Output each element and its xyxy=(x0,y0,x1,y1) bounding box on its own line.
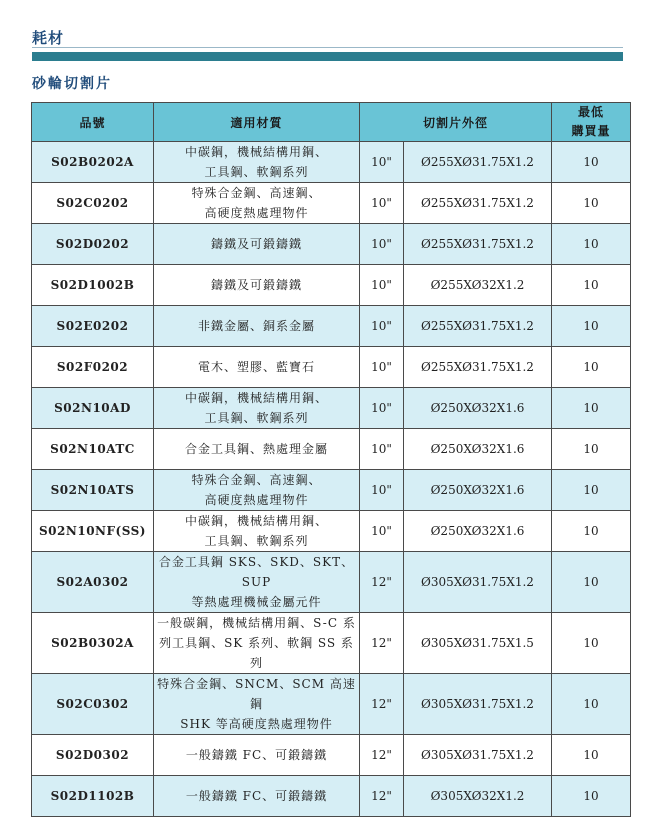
material-line: 電木、塑膠、藍寶石 xyxy=(197,360,315,374)
table-row xyxy=(32,183,631,224)
disc-size-cell: 10" xyxy=(360,388,404,429)
disc-dimension-cell: Ø250XØ32X1.6 xyxy=(404,429,552,470)
min-order-qty-cell: 10 xyxy=(552,511,631,552)
min-order-qty-cell: 10 xyxy=(552,552,631,613)
material-cell xyxy=(154,142,360,183)
material-cell xyxy=(154,776,360,817)
disc-dimension-cell: Ø305XØ32X1.2 xyxy=(404,776,552,817)
material-cell xyxy=(154,552,360,613)
min-order-qty-cell: 10 xyxy=(552,674,631,735)
disc-dimension-cell: Ø255XØ31.75X1.2 xyxy=(404,347,552,388)
section-heading: 耗材 xyxy=(32,29,65,47)
material-line: 特殊合金鋼、SNCM、SCM 高速鋼 xyxy=(157,677,356,711)
product-code-cell: S02N10NF(SS) xyxy=(32,511,154,552)
disc-dimension-cell: Ø255XØ31.75X1.2 xyxy=(404,142,552,183)
table-row xyxy=(32,429,631,470)
cutting-disc-spec-table xyxy=(31,102,631,817)
min-order-qty-cell: 10 xyxy=(552,306,631,347)
col-header-code: 品號 xyxy=(32,103,154,142)
material-line: 等熱處理機械金屬元件 xyxy=(191,595,322,609)
table-row xyxy=(32,674,631,735)
min-order-qty-cell: 10 xyxy=(552,183,631,224)
material-line: 中碳鋼，機械結構用鋼、 xyxy=(184,145,328,159)
product-code-cell: S02N10AD xyxy=(32,388,154,429)
disc-dimension-cell: Ø305XØ31.75X1.2 xyxy=(404,735,552,776)
material-line: 高硬度熱處理物件 xyxy=(204,206,309,220)
material-cell xyxy=(154,306,360,347)
product-code-cell: S02B0202A xyxy=(32,142,154,183)
col-header-material: 適用材質 xyxy=(154,103,360,142)
material-line: 工具鋼、軟鋼系列 xyxy=(204,411,309,425)
product-code-cell: S02D0302 xyxy=(32,735,154,776)
disc-size-cell: 12" xyxy=(360,613,404,674)
min-order-qty-cell: 10 xyxy=(552,224,631,265)
product-category-title: 砂輪切割片 xyxy=(32,76,112,92)
disc-size-cell: 10" xyxy=(360,224,404,265)
material-cell xyxy=(154,511,360,552)
min-order-qty-cell: 10 xyxy=(552,142,631,183)
min-order-qty-cell: 10 xyxy=(552,470,631,511)
material-line: 一般鑄鐵 FC、可鍛鑄鐵 xyxy=(185,748,328,762)
table-row xyxy=(32,552,631,613)
table-row xyxy=(32,470,631,511)
table-row xyxy=(32,142,631,183)
product-code-cell: S02N10ATS xyxy=(32,470,154,511)
product-code-cell: S02D0202 xyxy=(32,224,154,265)
disc-dimension-cell: Ø250XØ32X1.6 xyxy=(404,511,552,552)
disc-size-cell: 12" xyxy=(360,552,404,613)
col-header-moq-line1: 最低 xyxy=(578,105,605,119)
material-cell xyxy=(154,388,360,429)
table-row xyxy=(32,224,631,265)
material-line: 特殊合金鋼、高速鋼、 xyxy=(191,186,322,200)
table-row xyxy=(32,306,631,347)
material-cell xyxy=(154,613,360,674)
min-order-qty-cell: 10 xyxy=(552,388,631,429)
disc-size-cell: 10" xyxy=(360,142,404,183)
material-line: 非鐵金屬、銅系金屬 xyxy=(197,319,315,333)
disc-dimension-cell: Ø255XØ31.75X1.2 xyxy=(404,224,552,265)
disc-size-cell: 10" xyxy=(360,347,404,388)
disc-size-cell: 12" xyxy=(360,674,404,735)
disc-size-cell: 10" xyxy=(360,470,404,511)
material-cell xyxy=(154,265,360,306)
table-row xyxy=(32,265,631,306)
min-order-qty-cell: 10 xyxy=(552,429,631,470)
col-header-dims: 切割片外徑 xyxy=(360,103,552,142)
table-row xyxy=(32,776,631,817)
heading-rule-thin xyxy=(32,47,623,48)
material-line: 特殊合金鋼、高速鋼、 xyxy=(191,473,322,487)
disc-dimension-cell: Ø255XØ31.75X1.2 xyxy=(404,306,552,347)
material-line: 高硬度熱處理物件 xyxy=(204,493,309,507)
material-line: 一般鑄鐵 FC、可鍛鑄鐵 xyxy=(185,789,328,803)
material-cell xyxy=(154,183,360,224)
disc-dimension-cell: Ø305XØ31.75X1.5 xyxy=(404,613,552,674)
disc-dimension-cell: Ø255XØ31.75X1.2 xyxy=(404,183,552,224)
table-body xyxy=(32,142,631,817)
material-line: 中碳鋼，機械結構用鋼、 xyxy=(184,391,328,405)
disc-size-cell: 12" xyxy=(360,735,404,776)
table-row xyxy=(32,511,631,552)
disc-size-cell: 12" xyxy=(360,776,404,817)
table-header-row xyxy=(32,103,631,142)
material-line: 一般碳鋼，機械結構用鋼、S-C 系 xyxy=(157,616,356,630)
product-code-cell: S02B0302A xyxy=(32,613,154,674)
product-code-cell: S02D1102B xyxy=(32,776,154,817)
material-line: 鑄鐵及可鍛鑄鐵 xyxy=(210,278,302,292)
min-order-qty-cell: 10 xyxy=(552,613,631,674)
material-cell xyxy=(154,735,360,776)
disc-size-cell: 10" xyxy=(360,511,404,552)
material-line: 中碳鋼，機械結構用鋼、 xyxy=(184,514,328,528)
material-line: 列工具鋼、SK 系列、軟鋼 SS 系列 xyxy=(159,636,354,670)
col-header-moq xyxy=(552,103,631,142)
disc-dimension-cell: Ø255XØ32X1.2 xyxy=(404,265,552,306)
min-order-qty-cell: 10 xyxy=(552,776,631,817)
disc-size-cell: 10" xyxy=(360,183,404,224)
table-row xyxy=(32,388,631,429)
product-code-cell: S02N10ATC xyxy=(32,429,154,470)
material-cell xyxy=(154,224,360,265)
table-row xyxy=(32,613,631,674)
product-code-cell: S02A0302 xyxy=(32,552,154,613)
product-code-cell: S02D1002B xyxy=(32,265,154,306)
disc-dimension-cell: Ø305XØ31.75X1.2 xyxy=(404,552,552,613)
disc-dimension-cell: Ø250XØ32X1.6 xyxy=(404,470,552,511)
material-line: 鑄鐵及可鍛鑄鐵 xyxy=(210,237,302,251)
product-code-cell: S02F0202 xyxy=(32,347,154,388)
disc-size-cell: 10" xyxy=(360,306,404,347)
material-cell xyxy=(154,470,360,511)
product-code-cell: S02C0202 xyxy=(32,183,154,224)
min-order-qty-cell: 10 xyxy=(552,735,631,776)
material-line: SHK 等高硬度熱處理物件 xyxy=(180,717,333,731)
min-order-qty-cell: 10 xyxy=(552,265,631,306)
disc-size-cell: 10" xyxy=(360,429,404,470)
disc-dimension-cell: Ø305XØ31.75X1.2 xyxy=(404,674,552,735)
material-cell xyxy=(154,674,360,735)
material-line: 工具鋼、軟鋼系列 xyxy=(204,165,309,179)
product-code-cell: S02E0202 xyxy=(32,306,154,347)
disc-dimension-cell: Ø250XØ32X1.6 xyxy=(404,388,552,429)
material-line: 合金工具鋼、熱處理金屬 xyxy=(184,442,328,456)
heading-rule-bar xyxy=(32,52,623,61)
table-row xyxy=(32,735,631,776)
col-header-moq-line2: 購買量 xyxy=(571,124,611,138)
table-row xyxy=(32,347,631,388)
product-code-cell: S02C0302 xyxy=(32,674,154,735)
min-order-qty-cell: 10 xyxy=(552,347,631,388)
material-cell xyxy=(154,347,360,388)
material-cell xyxy=(154,429,360,470)
material-line: 合金工具鋼 SKS、SKD、SKT、SUP xyxy=(158,555,355,589)
disc-size-cell: 10" xyxy=(360,265,404,306)
material-line: 工具鋼、軟鋼系列 xyxy=(204,534,309,548)
